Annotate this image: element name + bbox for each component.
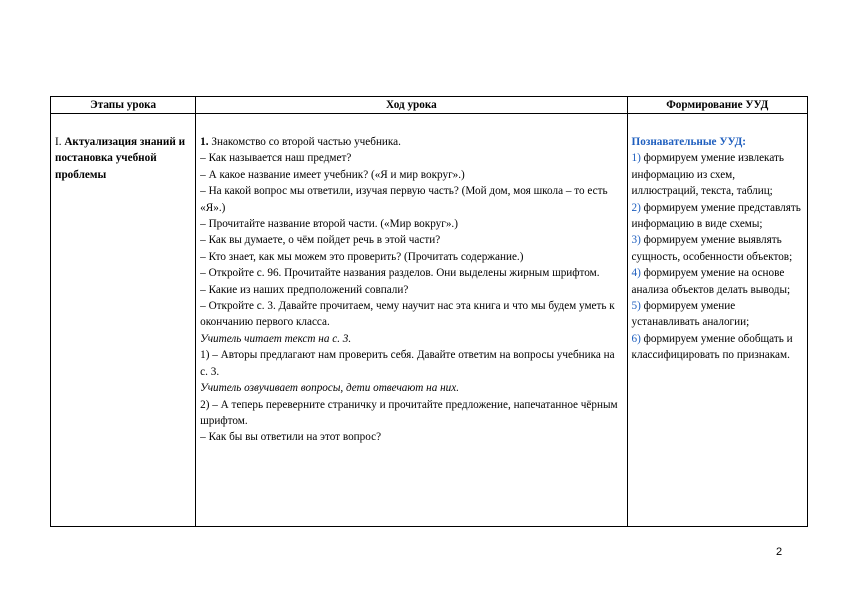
uud-cell bbox=[627, 114, 807, 527]
uud-item-text: формируем умение выявлять сущность, особенности объектов; bbox=[631, 234, 793, 263]
uud-item-text: формируем умение обобщать и классифицировать по признакам. bbox=[631, 332, 793, 362]
course-line: – Кто знает, как мы можем это проверить? (Прочитать содержание.) bbox=[200, 250, 524, 263]
stage-cell bbox=[51, 114, 196, 527]
uud-item-text: формируем умение представлять информацию в виде схемы; bbox=[631, 201, 801, 231]
course-line: – На какой вопрос мы ответили, изучая первую часть? (Мой дом, моя школа – то есть «Я».) bbox=[200, 185, 608, 214]
course-line: – Как называется наш предмет? bbox=[200, 152, 352, 165]
uud-item-num: 1) bbox=[631, 152, 641, 165]
course-line: – Откройте с. 3. Давайте прочитаем, чему научит нас эта книга и что мы будем уметь к окончанию первого класса. bbox=[200, 300, 615, 329]
course-line: – Как вы думаете, о чём пойдет речь в этой части? bbox=[200, 234, 441, 247]
page-number: 2 bbox=[776, 546, 783, 558]
course-line: – Какие из наших предположений совпали? bbox=[200, 283, 409, 296]
table-row bbox=[51, 114, 808, 527]
uud-item-num: 3) bbox=[631, 234, 641, 247]
course-first-text: Знакомство со второй частью учебника. bbox=[208, 136, 401, 148]
uud-item-num: 2) bbox=[631, 201, 641, 214]
uud-item-text: формируем умение извлекать информацию из схем, иллюстраций, текста, таблиц; bbox=[631, 152, 784, 198]
course-first-num: 1. bbox=[200, 136, 209, 148]
uud-item bbox=[632, 232, 803, 265]
course-cell bbox=[196, 114, 627, 527]
course-line: – Прочитайте название второй части. («Мир вокруг».) bbox=[200, 218, 458, 231]
uud-item bbox=[632, 298, 803, 331]
uud-item-num: 6) bbox=[631, 332, 641, 345]
uud-item-num: 4) bbox=[631, 267, 641, 280]
teacher-note: Учитель озвучивает вопросы, дети отвечают на них. bbox=[200, 382, 459, 395]
header-uud: Формирование УУД bbox=[627, 97, 807, 114]
uud-item bbox=[632, 265, 803, 298]
uud-item-text: формируем умение на основе анализа объектов делать выводы; bbox=[631, 267, 791, 296]
stage-title: Актуализация знаний и постановка учебной проблемы bbox=[55, 136, 186, 181]
uud-heading: Познавательные УУД: bbox=[631, 136, 747, 148]
course-line: – А какое название имеет учебник? («Я и мир вокруг».) bbox=[200, 168, 465, 181]
stage-number: I. bbox=[55, 136, 62, 148]
uud-item-text: формируем умение устанавливать аналогии; bbox=[631, 300, 750, 329]
lesson-plan-table bbox=[50, 96, 808, 527]
uud-item bbox=[632, 331, 803, 364]
course-line: 1) – Авторы предлагают нам проверить себя. Давайте ответим на вопросы учебника на с. 3. bbox=[200, 349, 615, 378]
header-stages: Этапы урока bbox=[51, 97, 196, 114]
uud-item bbox=[632, 200, 803, 233]
course-line: – Как бы вы ответили на этот вопрос? bbox=[200, 431, 382, 444]
table-header-row bbox=[51, 97, 808, 114]
uud-item bbox=[632, 150, 803, 199]
header-course: Ход урока bbox=[196, 97, 627, 114]
course-line: 2) – А теперь переверните страничку и прочитайте предложение, напечатанное чёрным шрифтом. bbox=[200, 398, 618, 427]
course-first-line bbox=[200, 134, 622, 150]
uud-item-num: 5) bbox=[631, 300, 641, 313]
teacher-note: Учитель читает текст на с. 3. bbox=[200, 332, 352, 345]
course-line: – Откройте с. 96. Прочитайте названия разделов. Они выделены жирным шрифтом. bbox=[200, 267, 600, 280]
